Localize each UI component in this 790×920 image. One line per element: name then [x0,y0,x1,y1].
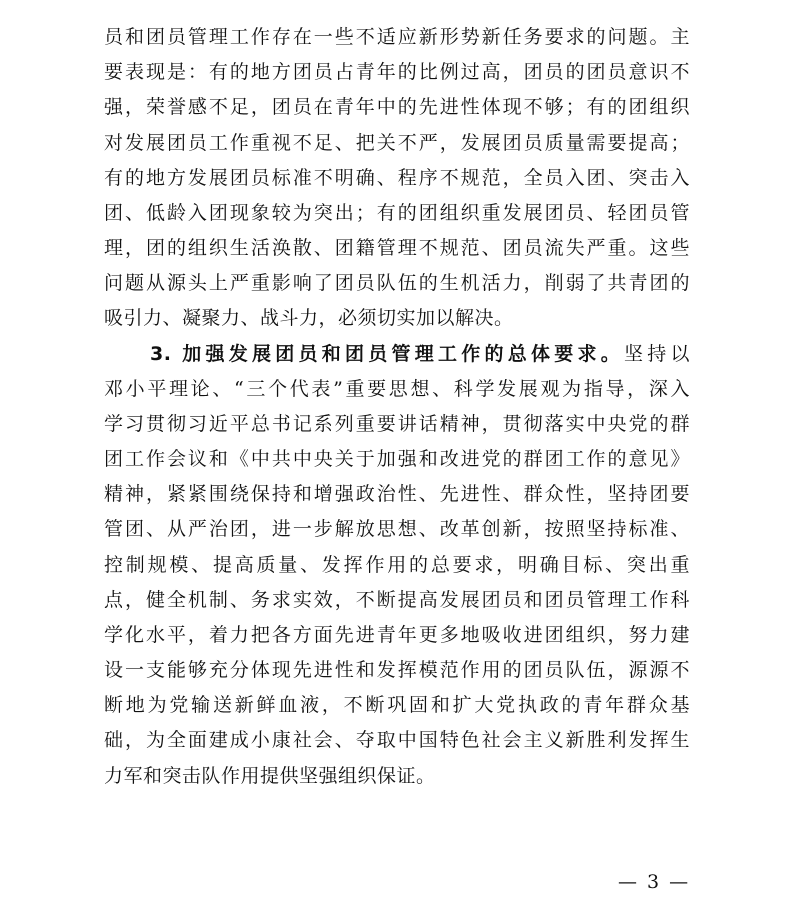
paragraph-line: 有的地方发展团员标准不明确、程序不规范，全员入团、突击入 [104,167,690,189]
paragraph-line: 邓小平理论、“三个代表”重要思想、科学发展观为指导，深入 [104,378,690,400]
paragraph-line: 员和团员管理工作存在一些不适应新形势新任务要求的问题。主 [104,26,690,48]
paragraph-line: 控制规模、提高质量、发挥作用的总要求，明确目标、突出重 [104,554,690,576]
paragraph-line: 团、低龄入团现象较为突出；有的团组织重发展团员、轻团员管 [104,202,690,224]
section-3-heading: 3. 加强发展团员和团员管理工作的总体要求。 [150,343,624,365]
section-3-first-line [150,342,690,366]
paragraph-line: 力军和突击队作用提供坚强组织保证。 [104,765,436,787]
paragraph-line: 要表现是：有的地方团员占青年的比例过高，团员的团员意识不 [104,61,690,83]
paragraph-line: 对发展团员工作重视不足、把关不严，发展团员质量需要提高； [104,132,690,154]
paragraph-line: 断地为党输送新鲜血液，不断巩固和扩大党执政的青年群众基 [104,694,690,716]
paragraph-line: 础，为全面建成小康社会、夺取中国特色社会主义新胜利发挥生 [104,729,690,751]
paragraph-line: 设一支能够充分体现先进性和发挥模范作用的团员队伍，源源不 [104,659,690,681]
paragraph-line: 团工作会议和《中共中央关于加强和改进党的群团工作的意见》 [104,448,690,470]
section-3-first-line-rest: 坚持以 [623,343,690,365]
paragraph-line: 精神，紧紧围绕保持和增强政治性、先进性、群众性，坚持团要 [104,483,690,505]
paragraph-line: 理，团的组织生活涣散、团籍管理不规范、团员流失严重。这些 [104,237,690,259]
paragraph-line: 学化水平，着力把各方面先进青年更多地吸收进团组织，努力建 [104,624,690,646]
paragraph-line: 问题从源头上严重影响了团员队伍的生机活力，削弱了共青团的 [104,272,690,294]
paragraph-line: 学习贯彻习近平总书记系列重要讲话精神，贯彻落实中央党的群 [104,413,690,435]
paragraph-line: 强，荣誉感不足，团员在青年中的先进性体现不够；有的团组织 [104,96,690,118]
paragraph-line: 吸引力、凝聚力、战斗力，必须切实加以解决。 [104,307,514,329]
page-number: — 3 — [618,871,691,893]
paragraph-line: 点，健全机制、务求实效，不断提高发展团员和团员管理工作科 [104,589,690,611]
paragraph-line: 管团、从严治团，进一步解放思想、改革创新，按照坚持标准、 [104,518,690,540]
